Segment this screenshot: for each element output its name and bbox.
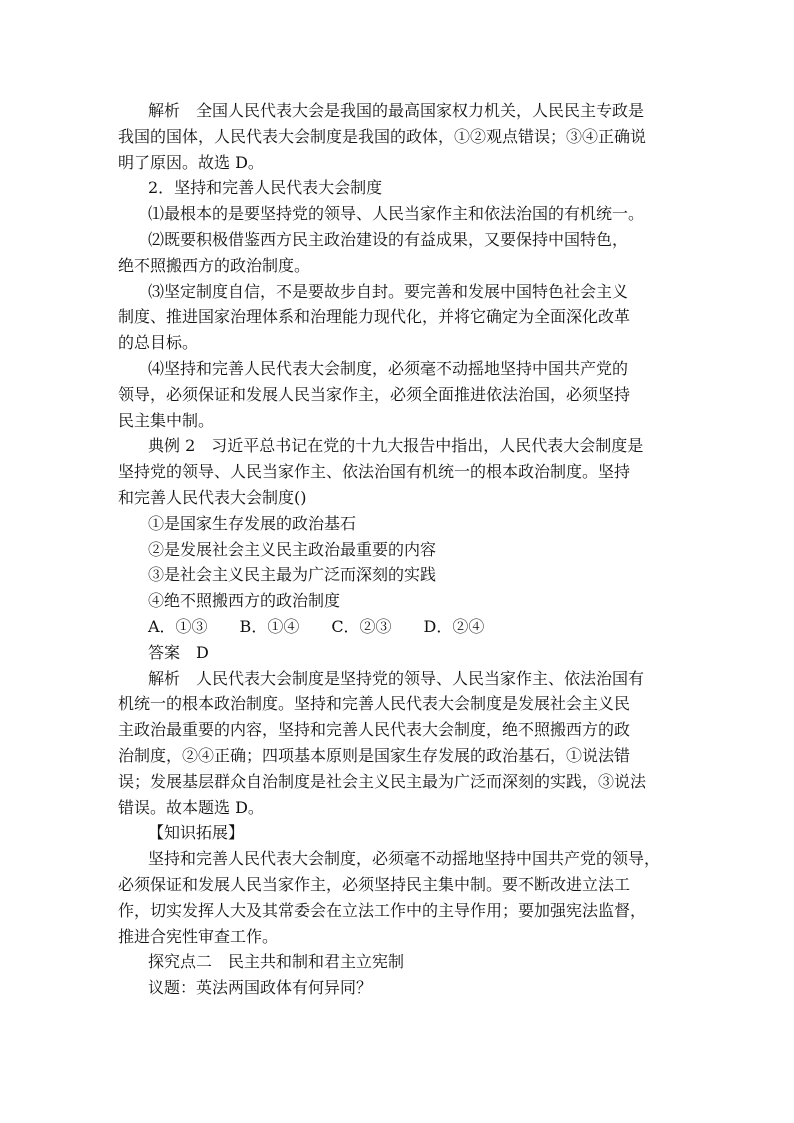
paragraph-line: 和完善人民代表大会制度() [118,487,307,507]
option-item: ①是国家生存发展的政治基石 [148,513,357,533]
paragraph-line: 的总目标。 [118,333,199,353]
analysis-line: 解析 人民代表大会制度是坚持党的领导、人民当家作主、依法治国有 [148,668,645,688]
paragraph-line: 明了原因。故选 D。 [118,152,264,172]
answer-line: 答案 D [148,642,209,662]
list-item: ⑶坚定制度自信，不是要故步自封。要完善和发展中国特色社会主义 [148,281,629,301]
paragraph-line: 绝不照搬西方的政治制度。 [118,255,311,275]
paragraph-line: 误；发展基层群众自治制度是社会主义民主最为广泛而深刻的实践，③说法 [118,771,647,791]
paragraph-line: 民主集中制。 [118,410,215,430]
paragraph-line: 作，切实发挥人大及其常委会在立法工作中的主导作用；要加强宪法监督， [118,900,647,920]
option-item: ③是社会主义民主最为广泛而深刻的实践 [148,565,437,585]
document-page [118,98,683,1001]
topic-question: 议题：英法两国政体有何异同？ [148,978,373,998]
paragraph-line: 主政治最重要的内容，坚持和完善人民代表大会制度，绝不照搬西方的政 [118,720,631,740]
option-item: ④绝不照搬西方的政治制度 [148,591,341,611]
section-heading: 探究点二 民主共和制和君主立宪制 [148,952,405,972]
paragraph-line: 我国的国体，人民代表大会制度是我国的政体，①②观点错误；③④正确说 [118,126,647,146]
paragraph-line: 领导，必须保证和发展人民当家作主，必须全面推进依法治国，必须坚持 [118,384,631,404]
paragraph-line: 机统一的根本政治制度。坚持和完善人民代表大会制度是发展社会主义民 [118,694,631,714]
answer-choices: A．①③ B．①④ C．②③ D．②④ [148,616,485,636]
list-item: ⑷坚持和完善人民代表大会制度，必须毫不动摇地坚持中国共产党的 [148,358,629,378]
paragraph-line: 治制度，②④正确；四项基本原则是国家生存发展的政治基石，①说法错 [118,745,631,765]
paragraph-line: 解析 全国人民代表大会是我国的最高国家权力机关，人民民主专政是 [148,101,645,120]
paragraph-line: 坚持和完善人民代表大会制度，必须毫不动摇地坚持中国共产党的领导， [148,849,661,869]
list-item: ⑴最根本的是要坚持党的领导、人民当家作主和依法治国的有机统一。 [148,204,645,224]
section-heading: 2．坚持和完善人民代表大会制度 [148,178,383,198]
paragraph-line: 坚持党的领导、人民当家作主、依法治国有机统一的根本政治制度。坚持 [118,462,631,482]
list-item: ⑵既要积极借鉴西方民主政治建设的有益成果，又要保持中国特色， [148,229,629,249]
knowledge-extension-heading: 【知识拓展】 [148,823,245,843]
paragraph-line: 制度、推进国家治理体系和治理能力现代化，并将它确定为全面深化改革 [118,307,631,327]
paragraph-line: 推进合宪性审查工作。 [118,926,279,946]
example-question: 典例 2 习近平总书记在党的十九大报告中指出，人民代表大会制度是 [148,436,644,456]
option-item: ②是发展社会主义民主政治最重要的内容 [148,539,437,559]
paragraph-line: 必须保证和发展人民当家作主，必须坚持民主集中制。要不断改进立法工 [118,874,631,894]
paragraph-line: 错误。故本题选 D。 [118,797,264,817]
